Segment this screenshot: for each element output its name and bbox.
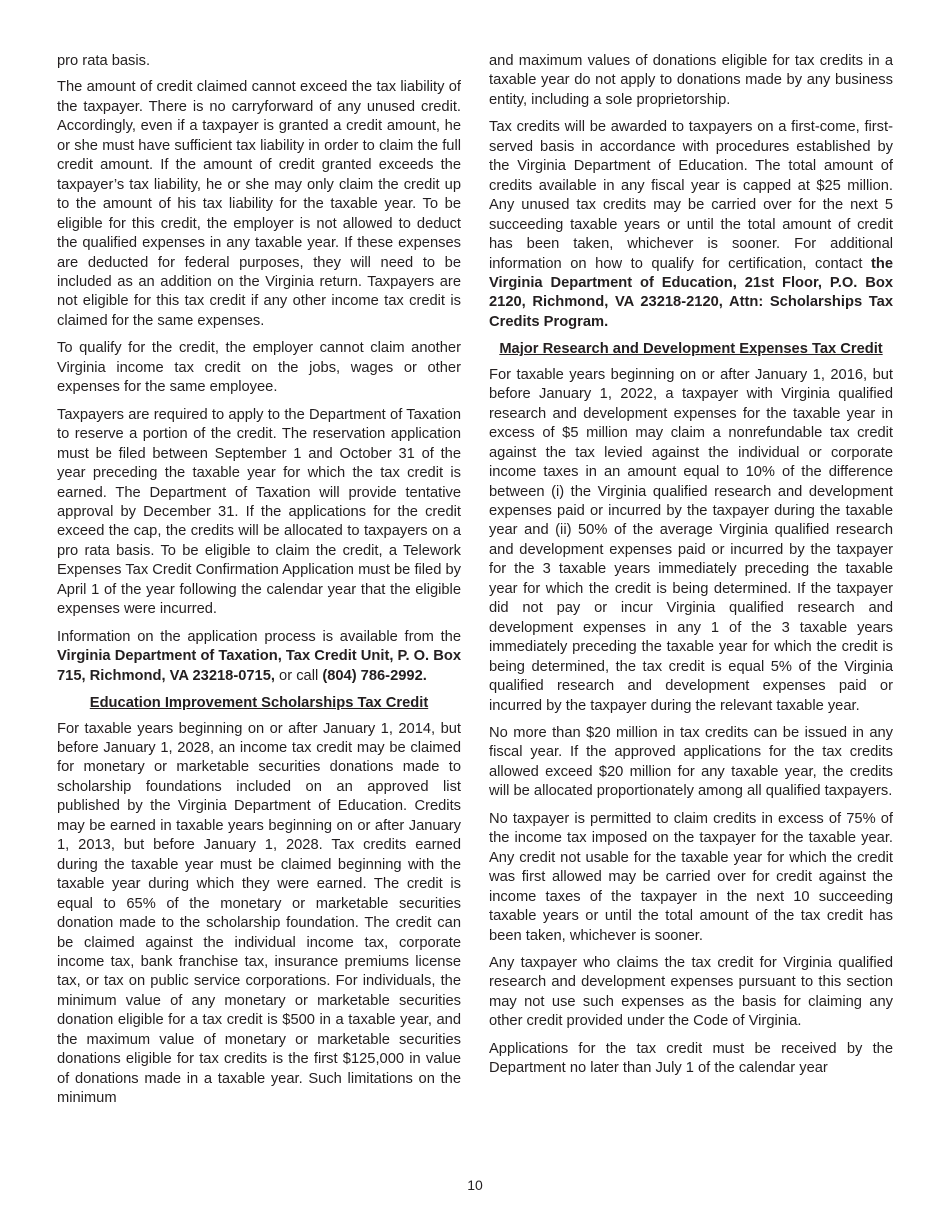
paragraph [57, 628, 461, 686]
paragraph [489, 118, 893, 332]
department-of-education-address: the Virginia Department of Education, 21st Floor, P.O. Box 2120, Richmond, VA 23218-2120, Attn: Scholarships Tax Credits Program. [489, 255, 893, 330]
paragraph: pro rata basis. [57, 53, 151, 69]
paragraph: Applications for the tax credit must be received by the Department no later than July 1 of the calendar year [489, 1040, 893, 1077]
right-column [489, 52, 893, 1087]
section-heading-education-scholarships: Education Improvement Scholarships Tax Credit [89, 695, 429, 712]
page-number: 10 [467, 1177, 483, 1193]
paragraph: No taxpayer is permitted to claim credits in excess of 75% of the income tax imposed on the taxpayer for the taxable year. Any credit not usable for the taxable year for which the credit was first allowed may be carried over for credit against the income taxes of the taxpayer in the next 10 succeeding taxable years or until the total amount of the tax credit has been taken, whichever is sooner. [489, 810, 893, 944]
paragraph: The amount of credit claimed cannot exceed the tax liability of the taxpayer. There is no carryforward of any unused credit. Accordingly, even if a taxpayer is granted a credit amount, he or she must have sufficient tax liability in order to claim the full credit amount. If the amount of credit granted exceeds the taxpayer’s tax liability, he or she may only claim the credit up to the amount of his tax liability for the taxable year. To be eligible for this credit, the employer is not allowed to deduct the qualified expenses in any taxable year. If these expenses are deducted for federal purposes, they will need to be included as an addition on the Virginia return. Taxpayers are not eligible for this tax credit if any other income tax credit is claimed for the same expenses. [57, 79, 461, 329]
paragraph: To qualify for the credit, the employer cannot claim another Virginia income tax credit on the jobs, wages or other expenses for the same employee. [57, 340, 461, 396]
paragraph: For taxable years beginning on or after January 1, 2014, but before January 1, 2028, an income tax credit may be claimed for monetary or marketable securities donations made to scholarship foundations included on an approved list published by the Virginia Department of Education. Credits may be earned in taxable years beginning on or after January 1, 2013, but before January 1, 2028. Tax credits earned during the taxable year must be claimed beginning with the taxable year during which they were earned. The credit is equal to 65% of the monetary or marketable securities donation made to the scholarship foundation. The credit can be claimed against the individual income tax, corporate income tax, bank franchise tax, insurance premiums license tax, or tax on public service corporations. For individuals, the minimum value of any monetary or marketable securities donation eligible for a tax credit is $500 in a taxable year, and the maximum value of monetary or marketable securities donations eligible for tax credits is the first $125,000 in value of donations made in a taxable year. Such limitations on the minimum [57, 720, 461, 1107]
paragraph: Taxpayers are required to apply to the Department of Taxation to reserve a portion of the credit. The reservation application must be filed between September 1 and October 31 of the year preceding the taxable year for which the tax credit is earned. The Department of Taxation will provide tentative approval by December 31. If the applications for the credit exceed the cap, the credits will be allocated to taxpayers on a pro rata basis. To be eligible to claim the credit, a Telework Expenses Tax Credit Confirmation Application must be filed by April 1 of the year following the calendar year that the eligible expenses were incurred. [57, 406, 461, 618]
paragraph: Any taxpayer who claims the tax credit for Virginia qualified research and development expenses pursuant to this section may not use such expenses as the basis for claiming any other credit provided under the Code of Virginia. [489, 954, 893, 1030]
phone-number: (804) 786-2992. [322, 667, 427, 684]
paragraph: and maximum values of donations eligible for tax credits in a taxable year do not apply to donations made by any business entity, including a sole proprietorship. [489, 53, 893, 108]
left-column [57, 52, 461, 1117]
text-span: Tax credits will be awarded to taxpayers on a first-come, first-served basis in accordance with procedures established by the Virginia Department of Education. The total amount of credits available in any fiscal year is capped at $25 million. Any unused tax credits may be carried over for the next 5 succeeding taxable years or until the total amount of credit has been taken, whichever is sooner. For additional information on how to qualify for certification, contact [489, 119, 893, 272]
paragraph: No more than $20 million in tax credits can be issued in any fiscal year. If the approved applications for the tax credits allowed exceed $20 million for any taxable year, the credits will be allocated proportionately among all qualified taxpayers. [489, 725, 893, 800]
section-heading-research-development: Major Research and Development Expenses Tax Credit [499, 341, 883, 358]
text-span: Information on the application process is available from the [57, 628, 461, 645]
text-span: or call [274, 667, 323, 684]
tax-credit-unit-address: Virginia Department of Taxation, Tax Credit Unit, P. O. Box 715, Richmond, VA 23218-0715, [57, 648, 461, 684]
paragraph: For taxable years beginning on or after January 1, 2016, but before January 1, 2022, a taxpayer with Virginia qualified research and development expenses for the taxable year in excess of $5 million may claim a nonrefundable tax credit against the tax levied against the individual or corporate income taxes in an amount equal to 10% of the difference between (i) the Virginia qualified research and development expenses paid or incurred by the taxpayer during the taxable year and (ii) 50% of the average Virginia qualified research and development expenses paid or incurred by the taxpayer for the 3 taxable years immediately preceding the taxable year for which the credit is being determined. If the taxpayer did not pay or incur Virginia qualified research and development expenses in any 1 of the 3 taxable years immediately preceding the taxable year for which the credit is being determined, the tax credit is equal 5% of the Virginia qualified research and development expenses paid or incurred by the taxpayer during the relevant taxable year. [489, 366, 893, 714]
